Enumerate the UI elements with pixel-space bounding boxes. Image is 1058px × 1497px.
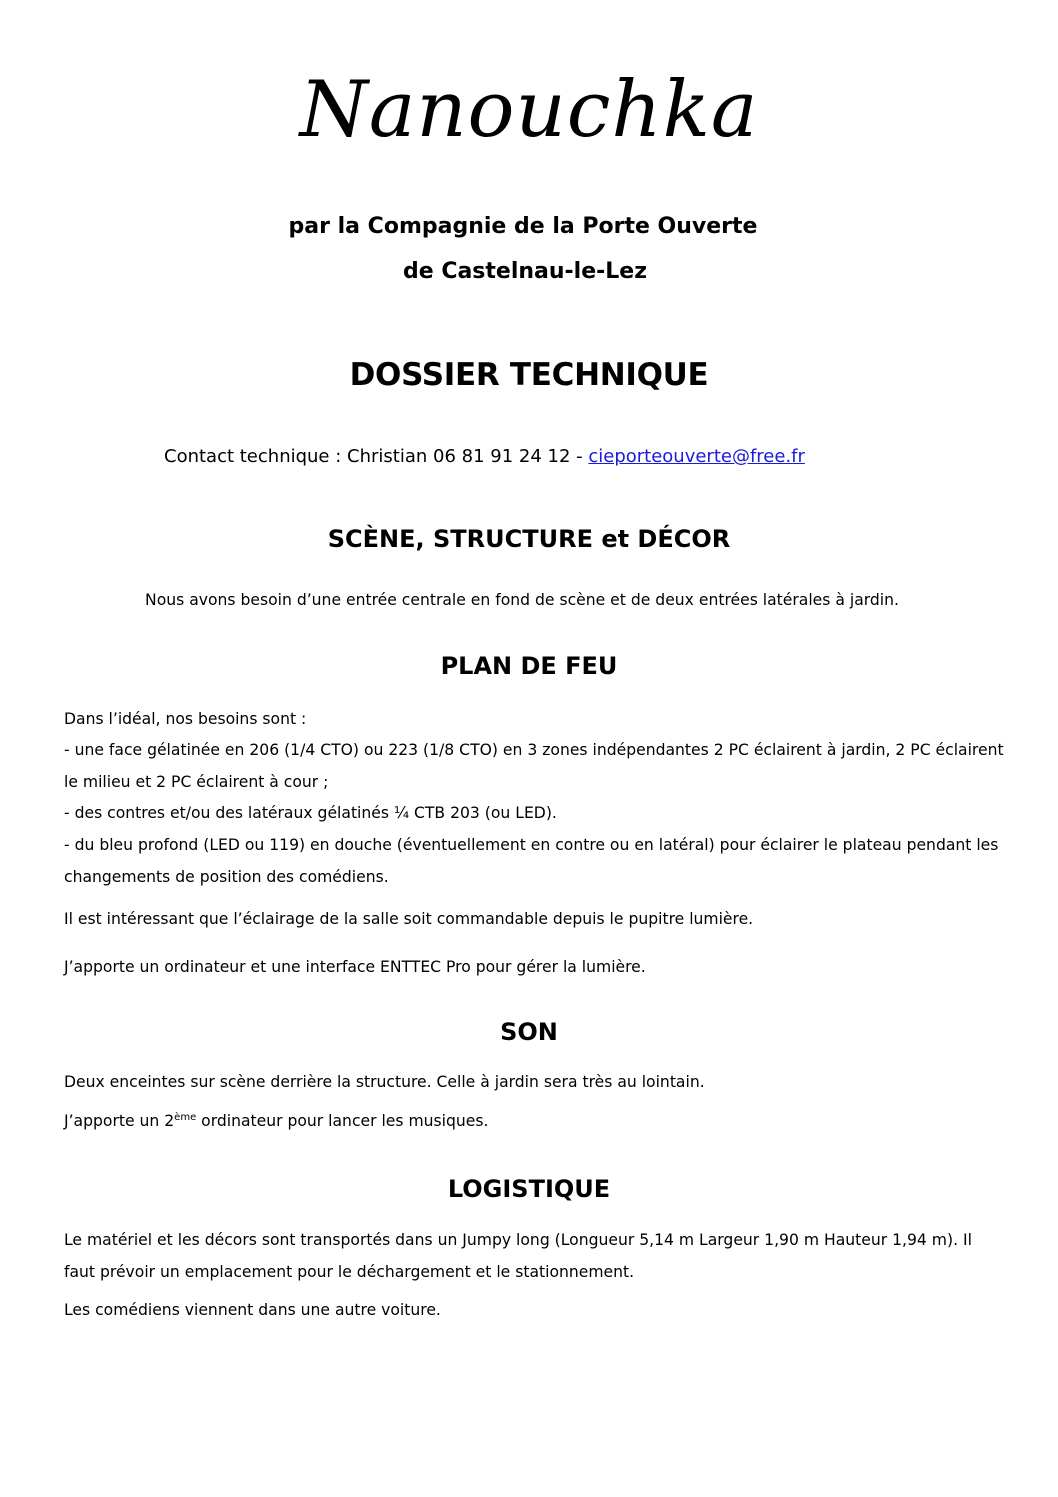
document-heading: DOSSIER TECHNIQUE <box>349 357 709 393</box>
plan-de-feu-salle: Il est intéressant que l’éclairage de la salle soit commandable depuis le pupitre lumière. <box>64 910 754 928</box>
contact-text: Contact technique : Christian 06 81 91 24 12 - <box>164 446 589 467</box>
scene-text: Nous avons besoin d’une entrée centrale en fond de scène et de deux entrées latérales à jardin. <box>145 591 899 609</box>
plan-de-feu-apporte: J’apporte un ordinateur et une interface ENTTEC Pro pour gérer la lumière. <box>64 958 646 976</box>
section-heading-plan-de-feu: PLAN DE FEU <box>440 652 618 680</box>
son-apporte-suffix: ordinateur pour lancer les musiques. <box>196 1112 489 1130</box>
plan-de-feu-item-bleu: - du bleu profond (LED ou 119) en douche (éventuellement en contre ou en latéral) pour éclairer le plateau pendant les changements de position des comédiens. <box>64 836 999 886</box>
plan-de-feu-item-face: - une face gélatinée en 206 (1/4 CTO) ou 223 (1/8 CTO) en 3 zones indépendantes 2 PC éclairent à jardin, 2 PC éclairent le milieu et 2 PC éclairent à cour ; <box>64 741 1004 791</box>
son-apporte-superscript: ème <box>174 1112 197 1123</box>
son-apporte-prefix: J’apporte un 2 <box>64 1112 175 1130</box>
son-enceintes: Deux enceintes sur scène derrière la structure. Celle à jardin sera très au lointain. <box>64 1073 705 1091</box>
logistique-materiel: Le matériel et les décors sont transportés dans un Jumpy long (Longueur 5,14 m Largeur 1,90 m Hauteur 1,94 m). Il faut prévoir un emplacement pour le déchargement et le stationnement. <box>64 1231 972 1281</box>
subtitle-location: de Castelnau-le-Lez <box>402 259 648 284</box>
section-heading-logistique: LOGISTIQUE <box>447 1175 611 1203</box>
son-apporte <box>64 1105 1004 1137</box>
plan-de-feu-item-contres: - des contres et/ou des latéraux gélatinés ¼ CTB 203 (ou LED). <box>64 804 557 822</box>
contact-line <box>164 443 805 471</box>
subtitle-company: par la Compagnie de la Porte Ouverte <box>288 214 758 239</box>
section-heading-son: SON <box>500 1018 558 1046</box>
section-heading-scene: SCÈNE, STRUCTURE et DÉCOR <box>327 525 731 553</box>
plan-de-feu-intro: Dans l’idéal, nos besoins sont : <box>64 710 307 728</box>
page-title: Nanouchka <box>299 65 759 155</box>
contact-email-link[interactable]: cieporteouverte@free.fr <box>588 446 805 467</box>
logistique-comediens: Les comédiens viennent dans une autre voiture. <box>64 1301 441 1319</box>
